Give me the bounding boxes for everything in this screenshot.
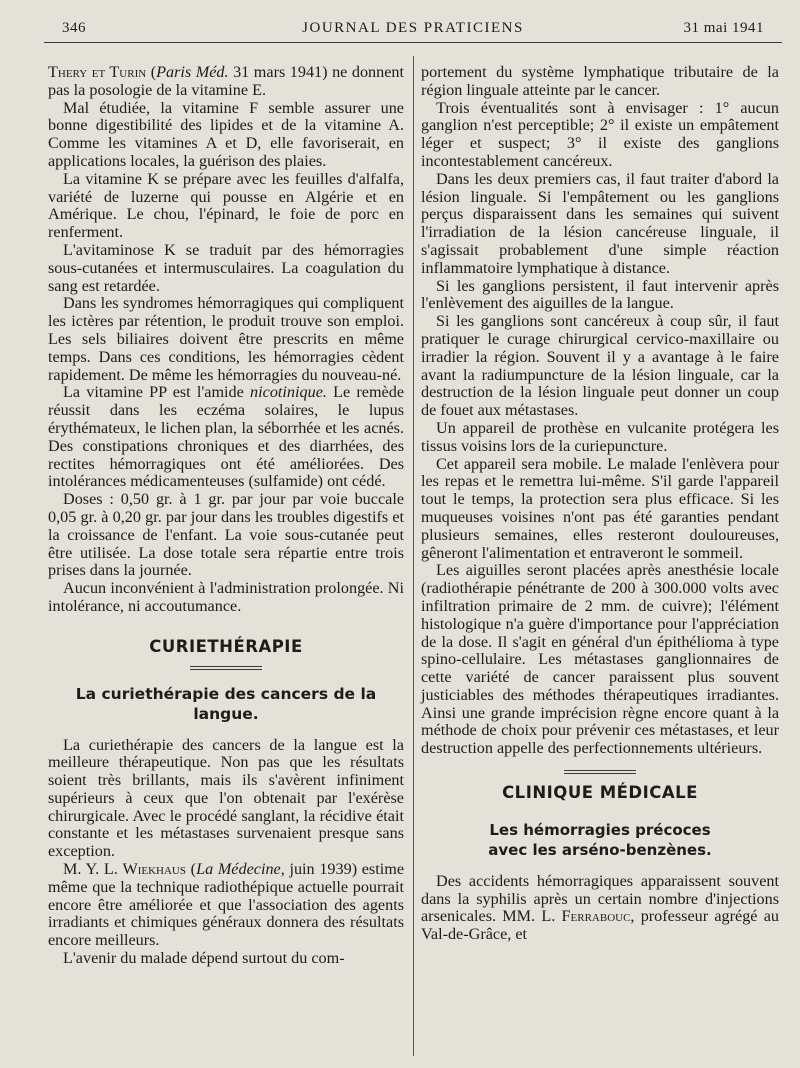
article-heading-line-2: avec les arséno-benzènes. <box>488 840 712 859</box>
paragraph: M. Y. L. Wiekhaus (La Médecine, juin 1939) estime même que la technique radiothépique actuelle pourrait encore être améliorée et que l'association des agents irradiants et chimiques généraux donnera des résultats encore meilleurs. <box>48 860 405 950</box>
column-divider <box>413 56 414 1056</box>
left-column <box>48 64 404 968</box>
paragraph: portement du système lymphatique tributaire de la région linguale atteinte par le cancer. <box>421 63 779 99</box>
paragraph-text: Des accidents hémorragiques apparaissent souvent dans la syphilis après un certain nombre d'injections arsenicales. MM. L. <box>421 871 779 926</box>
paragraph <box>48 384 404 491</box>
emphasis: nicotinique. <box>250 383 327 402</box>
paragraph: Les aiguilles seront placées après anesthésie locale (radiothérapie pénétrante de 200 à 300.000 volts avec infiltration primaire de 2 mm. de cuivre); l'élément histologique n'a guère d'importance pour l'appréciation de la dose. Il s'agit en général d'un épithélioma à type spino-cellulaire. Les métastases ganglionnaires de cette variété de cancer paraissent plus souvent justiciables des méthodes thérapeutiques irradiantes. Ainsi une grande imprécision règne encore quant à la méthode de choix pour prévenir ces métastases, et leur destruction appelle des perfectionnements ultérieurs. <box>421 561 779 758</box>
paragraph: Aucun inconvénient à l'administration prolongée. Ni intolérance, ni accoutumance. <box>48 579 404 615</box>
paragraph-text: M. Y. L. <box>63 860 118 879</box>
paragraph: Doses : 0,50 gr. à 1 gr. par jour par voie buccale 0,05 gr. à 0,20 gr. par jour dans les troubles digestifs et la croissance de l'enfant. La voie sous-cutanée peut être utilisée. La dose totale sera répartie entre trois prises dans la journée. <box>48 490 404 580</box>
paragraph: Thery et Turin (Paris Méd. 31 mars 1941) ne donnent pas la posologie de la vitamine E. <box>48 63 405 99</box>
author-name: Wiekhaus <box>122 860 186 879</box>
paragraph: Cet appareil sera mobile. Le malade l'enlèvera pour les repas et le remettra lui-même. S'il garde l'appareil tout le temps, la protection sera plus efficace. Si les muqueuses voisines n'ont pas été garanties pendant plusieurs semaines, elles resteront douloureuses, gêneront l'alimentation et entraveront le sommeil. <box>421 454 779 562</box>
source-title: La Médecine, <box>196 860 285 879</box>
paragraph: Si les ganglions sont cancéreux à coup sûr, il faut pratiquer le curage chirurgical cervico-maxillaire ou irradier la région. Souvent il y a avantage à le faire avant la radiumpuncture de la lésion linguale, car la destruction de la lésion linguale peut donner un coup de fouet aux métastases. <box>421 312 779 420</box>
paragraph: Si les ganglions persistent, il faut intervenir après l'enlèvement des aiguilles de la langue. <box>421 276 779 313</box>
paragraph: La curiethérapie des cancers de la langue est la meilleure thérapeutique. Non pas que les résultats soient très brillants, mais ils s'avèrent infiniment supérieurs à ceux que l'on obtenait par l'exérèse chirurgicale. Avec le procédé sanglant, la récidive était constante et les métastases survenaient presque sans exception. <box>48 735 404 861</box>
paragraph <box>421 873 779 944</box>
page-header <box>62 20 764 42</box>
author-names: Thery et Turin <box>48 63 147 81</box>
paragraph-text: Le remède réussit dans les eczéma solaires, le lupus érythémateux, le lichen plan, la séborrhée et les acnés. Des constipations chroniques et des diarrhées, des rectites hémorragiques ont été améliorées. Des intolérances médicamenteuses (sulfamide) ont cédé. <box>48 383 405 491</box>
section-title: CLINIQUE MÉDICALE <box>502 783 698 803</box>
paragraph-text: La vitamine PP est l'amide <box>63 383 244 402</box>
source-title: Paris Méd. <box>156 63 229 81</box>
paragraph: Un appareil de prothèse en vulcanite protégera les tissus voisins lors de la curiepuncture. <box>421 418 779 455</box>
paragraph: La vitamine K se prépare avec les feuilles d'alfalfa, variété de luzerne qui pousse en Algérie et en Amérique. Le chou, l'épinard, le foie de porc en renferment. <box>48 169 404 242</box>
right-column <box>421 64 779 944</box>
header-rule <box>44 42 782 43</box>
paragraph: Dans les deux premiers cas, il faut traiter d'abord la lésion linguale. Si l'empâtement ou les ganglions perçus disparaissent dans les semaines qui suivent l'irradiation de la lésion cancéreuse linguale, il s'agissait probablement d'une simple réaction inflammatoire lymphatique à distance. <box>421 169 779 277</box>
paragraph: L'avitaminose K se traduit par des hémorragies sous-cutanées et intermusculaires. La coagulation du sang est retardée. <box>48 240 404 295</box>
paragraph: Dans les syndromes hémorragiques qui compliquent les ictères par rétention, le produit trouve son emploi. Les sels biliaires doivent être prescrits en même temps. Dans ces conditions, les hémorragies cèdent rapidement. De même les hémorragies du nouveau-né. <box>48 294 404 384</box>
article-heading-line-1: Les hémorragies précoces <box>489 820 711 839</box>
paragraph-text: professeur agrégé au Val-de-Grâce, et <box>421 907 779 944</box>
section-title: CURIETHÉRAPIE <box>149 636 303 656</box>
author-name: Ferrabouc, <box>561 907 635 926</box>
page-number: 346 <box>62 20 86 36</box>
issue-date: 31 mai 1941 <box>683 20 764 36</box>
article-heading: La curiethérapie des cancers de la langue. <box>75 684 377 723</box>
paragraph: L'avenir du malade dépend surtout du com- <box>63 949 345 968</box>
paragraph: Trois éventualités sont à envisager : 1° aucun ganglion n'est perceptible; 2° il existe un empâtement léger et suspect; 3° il existe des ganglions incontestablement cancéreux. <box>421 98 779 170</box>
paragraph-text: 31 mars 1941) ne donnent pas la posologie de la vitamine E. <box>48 63 405 99</box>
paragraph-text: juin 1939) estime même que la technique radiothépique actuelle pourrait encore être améliorée et que l'association des agents irradiants et chimiques généraux donnera des résultats encore meilleurs. <box>48 860 405 950</box>
paragraph: Mal étudiée, la vitamine F semble assurer une bonne digestibilité des lipides et de la vitamine A. Comme les vitamines A et D, elle favoriserait, en applications locales, la guérison des plaies. <box>48 98 404 170</box>
journal-title: JOURNAL DES PRATICIENS <box>302 20 524 36</box>
